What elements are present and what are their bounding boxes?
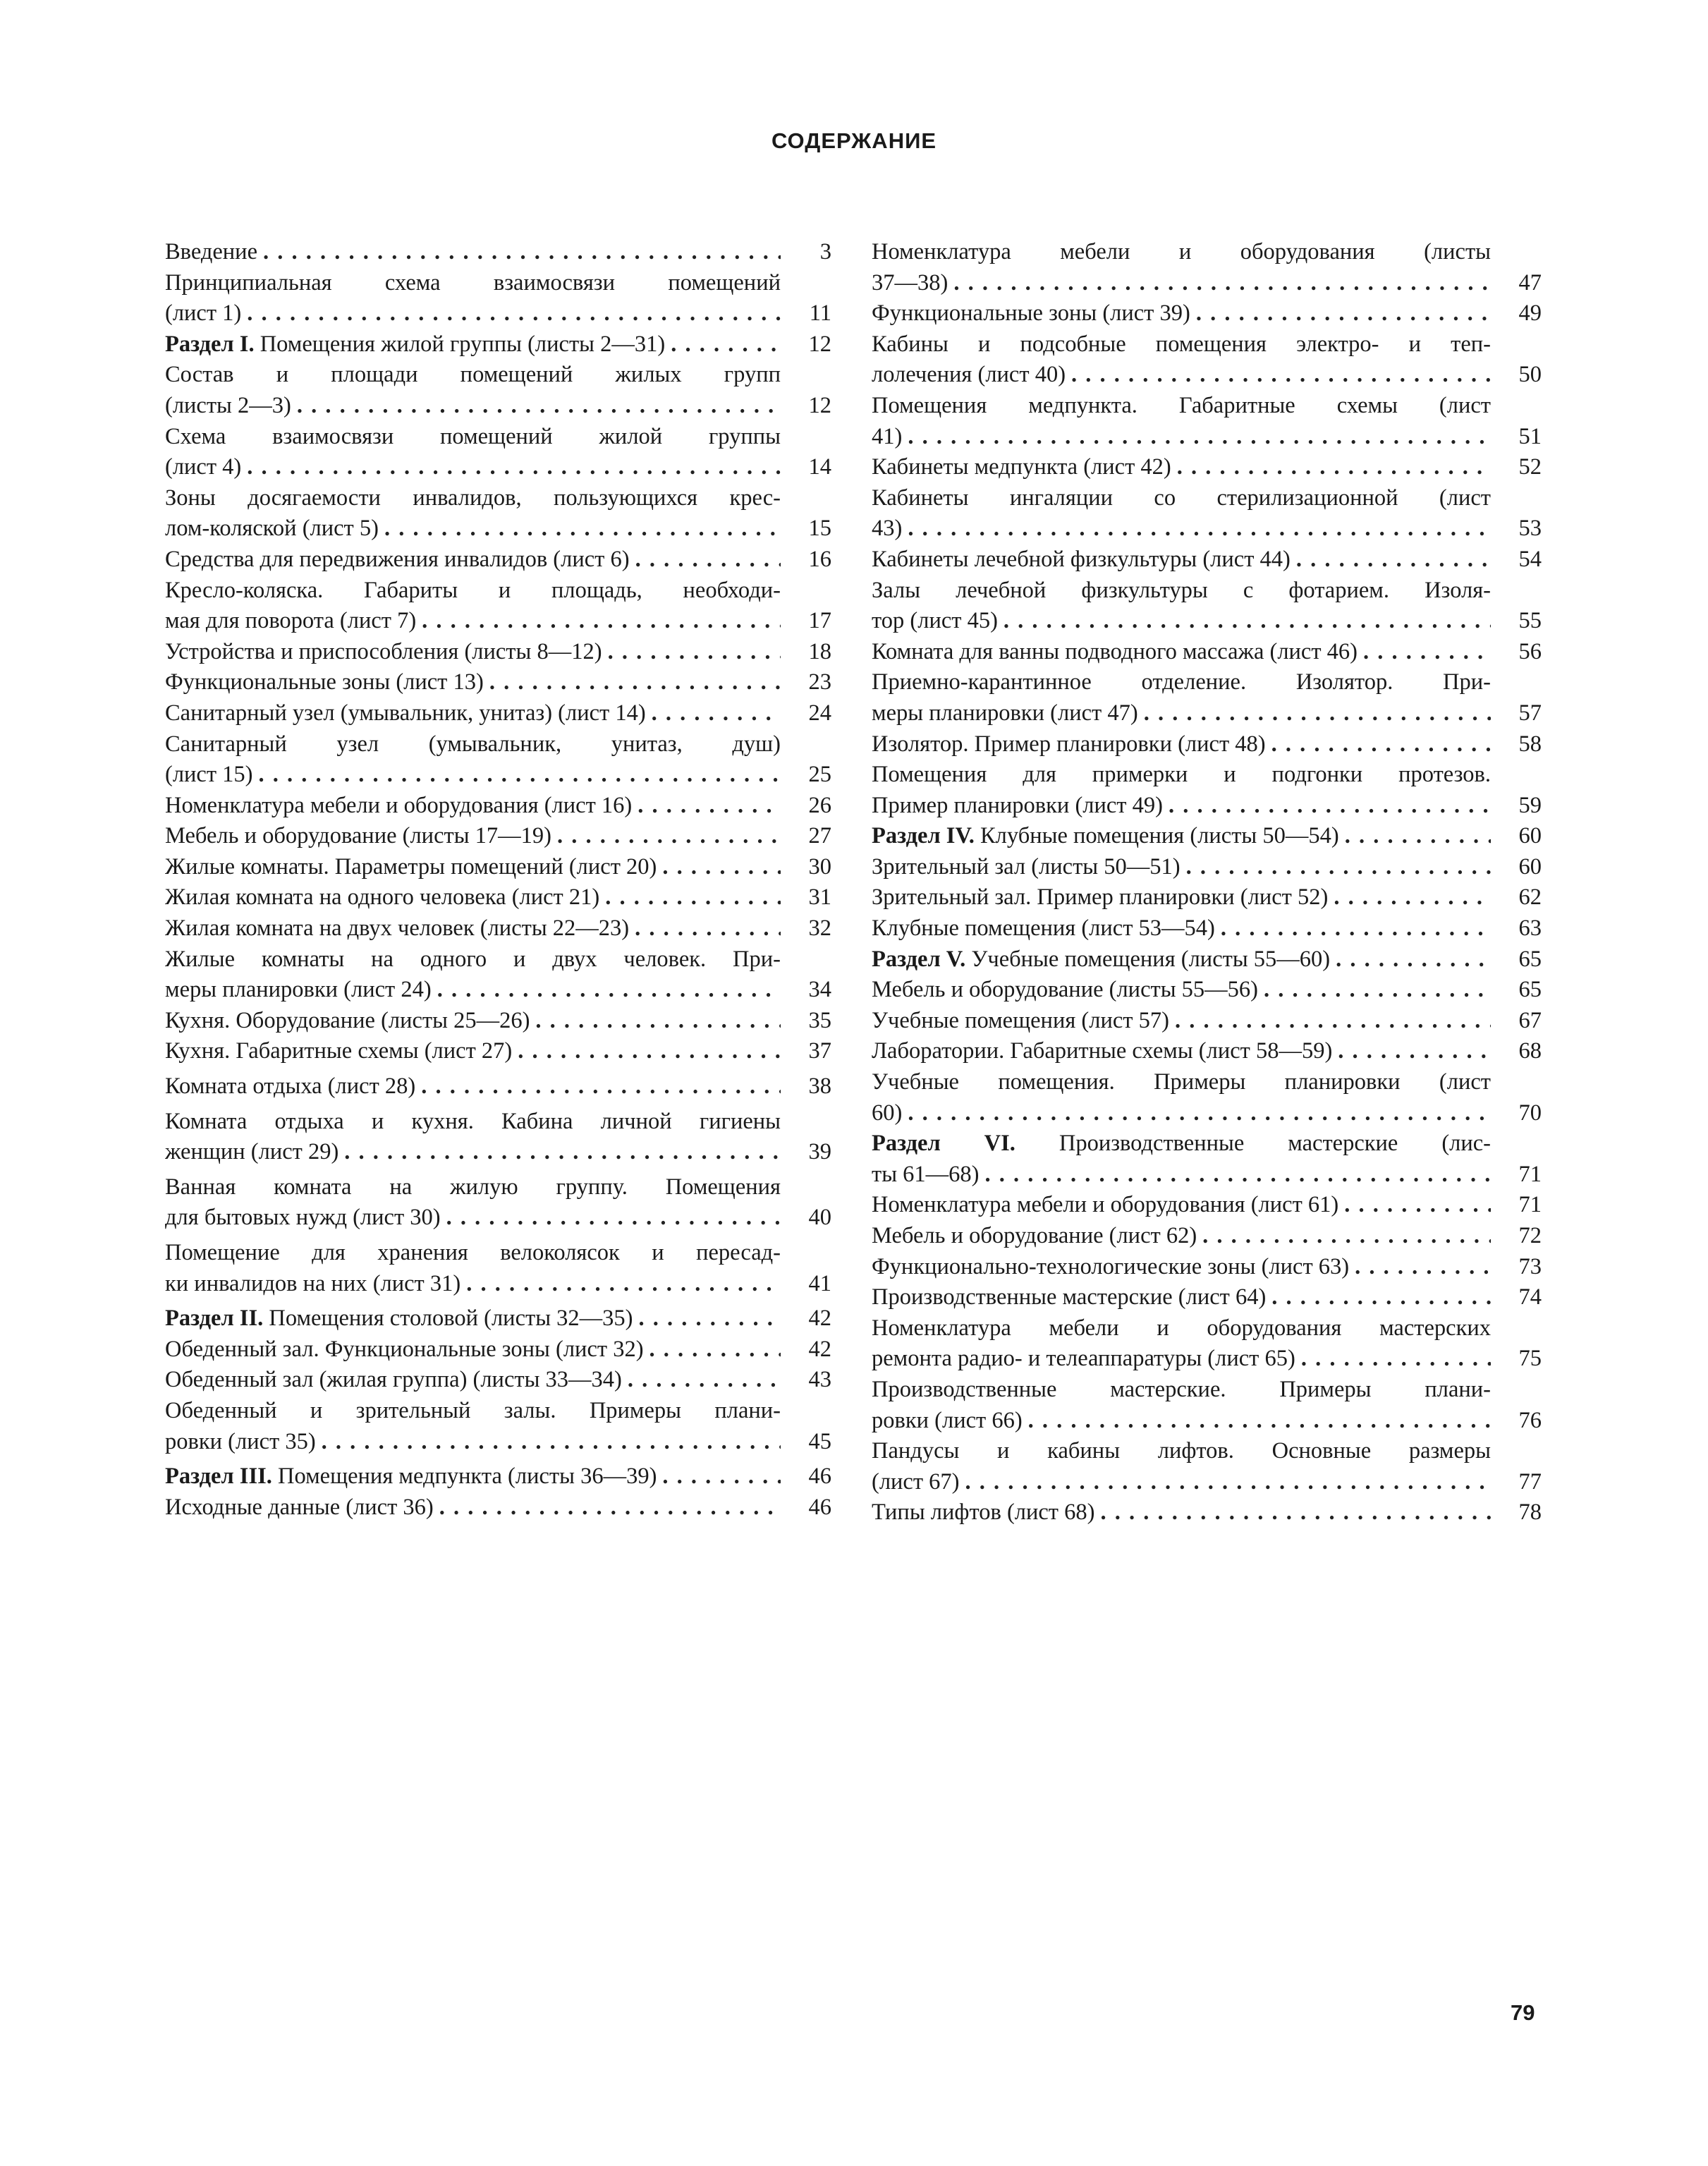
toc-entry-text: Обеденный зал. Функциональные зоны (лист 32) <box>165 1336 644 1362</box>
toc-page-number: 39 <box>808 1139 831 1165</box>
toc-page-number: 46 <box>808 1464 831 1490</box>
toc-entry-text: Зоны досягаемости инвалидов, пользующихся крес- <box>165 485 781 511</box>
toc-entry-text: Жилая комната на двух человек (листы 22—23) <box>165 915 630 942</box>
toc-page-number: 3 <box>819 239 831 264</box>
page-number: 79 <box>1511 2000 1535 2025</box>
toc-entry-text: (лист 15) <box>165 762 253 788</box>
toc-entry-text: 41) <box>872 423 903 449</box>
toc-entry <box>872 1436 1542 1497</box>
toc-page-number: 42 <box>808 1336 831 1362</box>
toc-page-number: 56 <box>1518 638 1542 664</box>
toc-page-number: 74 <box>1518 1284 1542 1310</box>
dot-leader <box>1071 360 1491 391</box>
toc-entry <box>165 852 831 883</box>
toc-entry-text: Кресло-коляска. Габариты и площадь, необходи- <box>165 577 781 603</box>
toc-page-number: 26 <box>808 792 831 818</box>
toc-entry <box>165 576 831 637</box>
toc-entry <box>872 1282 1542 1313</box>
toc-entry <box>872 1375 1542 1436</box>
toc-entry-text: лом-коляской (лист 5) <box>165 516 379 542</box>
dot-leader <box>1196 298 1491 329</box>
dot-leader <box>1004 606 1491 637</box>
dot-leader <box>1345 821 1491 852</box>
toc-page-number: 51 <box>1518 423 1542 449</box>
toc-entry-text: Жилые комнаты на одного и двух человек. При- <box>165 946 781 972</box>
dot-leader <box>422 606 781 637</box>
toc-entry-text: Номенклатура мебели и оборудования (листы <box>872 239 1491 264</box>
toc-page-number: 73 <box>1518 1253 1542 1279</box>
toc-page-number: 76 <box>1518 1407 1542 1433</box>
toc-entry-text: Принципиальная схема взаимосвязи помещений <box>165 269 781 296</box>
toc-entry-text: Залы лечебной физкультуры с фотарием. Изоля- <box>872 577 1491 603</box>
toc-entry <box>165 1036 831 1067</box>
toc-page-number: 65 <box>1518 946 1542 972</box>
toc-entry <box>165 237 831 268</box>
toc-entry-text: Зрительный зал (листы 50—51) <box>872 853 1181 880</box>
toc-entry <box>165 329 831 360</box>
toc-right-column <box>872 237 1542 1528</box>
toc-entry <box>872 760 1542 821</box>
dot-leader <box>322 1427 781 1458</box>
toc-entry-text: Клубные помещения (лист 53—54) <box>872 915 1215 942</box>
section-label: Раздел I. <box>165 331 255 357</box>
toc-entry-text: Учебные помещения. Примеры планировки (лист <box>872 1069 1491 1095</box>
dot-leader <box>1271 1282 1491 1313</box>
toc-entry-text: мая для поворота (лист 7) <box>165 608 417 634</box>
toc-entry-text: Раздел II. Помещения столовой (листы 32—35) <box>165 1306 633 1332</box>
toc-page-number: 60 <box>1518 853 1542 880</box>
toc-entry-text: Производственные мастерские (лист 64) <box>872 1284 1267 1310</box>
toc-entry <box>872 1036 1542 1067</box>
toc-entry <box>165 882 831 913</box>
toc-page-number: 31 <box>808 884 831 911</box>
section-label: Раздел V. <box>872 946 966 972</box>
toc-entry <box>165 1006 831 1037</box>
dot-leader <box>605 882 781 913</box>
toc-entry-text: Лаборатории. Габаритные схемы (лист 58—59) <box>872 1038 1333 1064</box>
toc-entry-text: Схема взаимосвязи помещений жилой группы <box>165 423 781 449</box>
toc-entry <box>872 637 1542 668</box>
toc-entry-text: Раздел V. Учебные помещения (листы 55—60) <box>872 946 1331 972</box>
toc-page-number: 32 <box>808 915 831 942</box>
dot-leader <box>1177 452 1491 483</box>
toc-page-number: 25 <box>808 762 831 788</box>
dot-leader <box>263 237 781 268</box>
toc-entry <box>165 1396 831 1457</box>
toc-entry <box>872 882 1542 913</box>
dot-leader <box>535 1006 781 1037</box>
toc-entry-text: Санитарный узел (умывальник, унитаз, душ) <box>165 731 781 757</box>
dot-leader <box>439 1492 781 1523</box>
dot-leader <box>608 637 781 668</box>
toc-entry-text: Типы лифтов (лист 68) <box>872 1499 1095 1526</box>
toc-entry-text: Мебель и оборудование (листы 17—19) <box>165 823 551 849</box>
toc-entry <box>165 1238 831 1299</box>
toc-entry-text: 37—38) <box>872 269 948 296</box>
toc-entry-text: ровки (лист 66) <box>872 1407 1023 1433</box>
toc-entry-text: Пандусы и кабины лифтов. Основные размеры <box>872 1438 1491 1464</box>
toc-entry <box>872 452 1542 483</box>
toc-entry <box>165 1303 831 1334</box>
toc-entry <box>165 483 831 544</box>
toc-entry-text: Жилые комнаты. Параметры помещений (лист 20) <box>165 853 657 880</box>
dot-leader <box>662 1461 781 1492</box>
toc-page-number: 12 <box>808 331 831 357</box>
toc-entry-text: Кабинеты медпункта (лист 42) <box>872 454 1171 480</box>
toc-entry <box>165 637 831 668</box>
toc-entry <box>872 729 1542 760</box>
toc-page-number: 16 <box>808 546 831 572</box>
dot-leader <box>1338 1036 1491 1067</box>
toc-entry <box>165 698 831 729</box>
toc-entry-text: Устройства и приспособления (листы 8—12) <box>165 638 602 664</box>
dot-leader <box>639 1303 781 1334</box>
toc-entry <box>165 1334 831 1365</box>
toc-page-number: 75 <box>1518 1346 1542 1372</box>
dot-leader <box>635 913 781 944</box>
toc-entry <box>872 483 1542 544</box>
toc-left-column <box>165 237 831 1523</box>
toc-entry-text: Ванная комната на жилую группу. Помещения <box>165 1174 781 1200</box>
toc-entry <box>165 268 831 329</box>
dot-leader <box>1202 1221 1491 1252</box>
toc-entry-text: меры планировки (лист 24) <box>165 977 432 1003</box>
toc-page-number: 58 <box>1518 731 1542 757</box>
toc-entry <box>872 544 1542 576</box>
toc-page-number: 43 <box>808 1367 831 1393</box>
toc-entry-text: Комната для ванны подводного массажа (лист 46) <box>872 638 1358 664</box>
toc-page-number: 54 <box>1518 546 1542 572</box>
dot-leader <box>437 975 781 1006</box>
toc-entry <box>165 667 831 698</box>
dot-leader <box>1100 1497 1491 1528</box>
toc-entry <box>872 1128 1542 1190</box>
toc-page-number: 71 <box>1518 1192 1542 1218</box>
toc-entry-text: Учебные помещения (лист 57) <box>872 1007 1169 1033</box>
toc-entry-text: 60) <box>872 1100 903 1126</box>
toc-entry <box>165 422 831 483</box>
toc-page-number: 12 <box>808 392 831 418</box>
toc-page-number: 62 <box>1518 884 1542 911</box>
toc-entry-text: Производственные мастерские. Примеры плани- <box>872 1376 1491 1402</box>
toc-entry-text: Функциональные зоны (лист 13) <box>165 669 484 695</box>
section-label: Раздел III. <box>165 1464 272 1490</box>
toc-entry-text: женщин (лист 29) <box>165 1139 339 1165</box>
toc-entry-text: Функционально-технологические зоны (лист 63) <box>872 1253 1350 1279</box>
dot-leader <box>1264 975 1491 1006</box>
toc-page-number: 18 <box>808 638 831 664</box>
toc-entry <box>872 1067 1542 1128</box>
dot-leader <box>344 1137 781 1168</box>
toc-page-number: 71 <box>1518 1161 1542 1187</box>
dot-leader <box>247 452 781 483</box>
toc-entry-text: Помещения для примерки и подгонки протезов. <box>872 762 1491 788</box>
toc-entry <box>872 391 1542 452</box>
toc-entry-text: Приемно-карантинное отделение. Изолятор. При- <box>872 669 1491 695</box>
dot-leader <box>489 667 781 698</box>
toc-entry <box>872 852 1542 883</box>
dot-leader <box>671 329 781 360</box>
section-label: Раздел II. <box>165 1306 264 1332</box>
toc-entry-text: (лист 67) <box>872 1468 960 1495</box>
toc-entry-text: Санитарный узел (умывальник, унитаз) (лист 14) <box>165 700 646 726</box>
dot-leader <box>518 1036 781 1067</box>
toc-page-number: 63 <box>1518 915 1542 942</box>
toc-entry <box>165 729 831 791</box>
dot-leader <box>557 821 781 852</box>
toc-entry-text: Обеденный зал (жилая группа) (листы 33—34) <box>165 1367 622 1393</box>
toc-entry-text: (лист 4) <box>165 454 242 480</box>
toc-entry-text: меры планировки (лист 47) <box>872 700 1138 726</box>
dot-leader <box>652 698 781 729</box>
toc-entry-text: лолечения (лист 40) <box>872 362 1066 388</box>
toc-entry-text: Исходные данные (лист 36) <box>165 1494 434 1520</box>
toc-entry-text: Раздел III. Помещения медпункта (листы 36—39) <box>165 1464 657 1490</box>
toc-entry <box>872 1313 1542 1375</box>
section-label: Раздел VI. <box>872 1131 1015 1157</box>
toc-entry-text: Состав и площади помещений жилых групп <box>165 362 781 388</box>
toc-page-number: 72 <box>1518 1223 1542 1248</box>
toc-entry <box>872 944 1542 975</box>
toc-entry <box>165 1071 831 1102</box>
toc-page-number: 55 <box>1518 608 1542 634</box>
toc-entry <box>165 791 831 822</box>
dot-leader <box>1355 1252 1491 1283</box>
toc-entry <box>165 1461 831 1492</box>
toc-entry-text: Введение <box>165 239 257 264</box>
toc-page-number: 78 <box>1518 1499 1542 1526</box>
toc-page-number: 53 <box>1518 516 1542 542</box>
dot-leader <box>628 1365 781 1396</box>
toc-page-number: 77 <box>1518 1468 1542 1495</box>
toc-page-number: 27 <box>808 823 831 849</box>
toc-page-number: 11 <box>809 300 831 327</box>
dot-leader <box>649 1334 781 1365</box>
dot-leader <box>1028 1406 1491 1437</box>
toc-page-number: 50 <box>1518 362 1542 388</box>
toc-entry-text: ки инвалидов на них (лист 31) <box>165 1270 461 1296</box>
dot-leader <box>1336 944 1491 975</box>
toc-entry-text: Жилая комната на одного человека (лист 21) <box>165 884 600 911</box>
toc-entry-text: Помещения медпункта. Габаритные схемы (лист <box>872 392 1491 418</box>
toc-page-number: 47 <box>1518 269 1542 296</box>
toc-entry <box>165 360 831 421</box>
dot-leader <box>1296 544 1491 576</box>
dot-leader <box>965 1467 1491 1498</box>
toc-page-number: 41 <box>808 1270 831 1296</box>
toc-entry <box>872 1221 1542 1252</box>
toc-entry-text: Раздел VI. Производственные мастерские (лис- <box>872 1131 1491 1157</box>
toc-entry <box>872 821 1542 852</box>
toc-entry <box>165 1107 831 1168</box>
toc-entry-text: Изолятор. Пример планировки (лист 48) <box>872 731 1266 757</box>
toc-entry-text: Раздел IV. Клубные помещения (листы 50—54) <box>872 823 1339 849</box>
toc-entry-text: тор (лист 45) <box>872 608 998 634</box>
dot-leader <box>1344 1190 1491 1221</box>
dot-leader <box>297 391 781 422</box>
toc-entry-text: Кабинеты лечебной физкультуры (лист 44) <box>872 546 1291 572</box>
dot-leader <box>908 1098 1491 1129</box>
dot-leader <box>247 298 781 329</box>
dot-leader <box>1221 913 1491 944</box>
toc-page-number: 67 <box>1518 1007 1542 1033</box>
toc-entry <box>165 1365 831 1396</box>
dot-leader <box>1169 791 1491 822</box>
toc-entry <box>165 1492 831 1523</box>
dot-leader <box>638 791 781 822</box>
dot-leader <box>662 852 781 883</box>
dot-leader <box>259 760 781 791</box>
toc-entry-text: для бытовых нужд (лист 30) <box>165 1205 441 1231</box>
toc-entry <box>872 329 1542 391</box>
toc-entry-text: Функциональные зоны (лист 39) <box>872 300 1190 327</box>
toc-entry-text: Кухня. Габаритные схемы (лист 27) <box>165 1038 513 1064</box>
toc-entry-text: Комната отдыха (лист 28) <box>165 1073 416 1100</box>
toc-entry-text: Номенклатура мебели и оборудования (лист 16) <box>165 792 633 818</box>
dot-leader <box>1363 637 1491 668</box>
toc-entry <box>872 975 1542 1006</box>
toc-entry-text: ровки (лист 35) <box>165 1428 316 1454</box>
toc-page-number: 57 <box>1518 700 1542 726</box>
toc-entry <box>872 576 1542 637</box>
toc-entry <box>872 1190 1542 1221</box>
toc-entry <box>165 1172 831 1234</box>
toc-page-number: 38 <box>808 1073 831 1100</box>
toc-entry <box>165 544 831 576</box>
toc-page-number: 45 <box>808 1428 831 1454</box>
toc-page-number: 37 <box>808 1038 831 1064</box>
toc-entry-text: 43) <box>872 516 903 542</box>
page-title: СОДЕРЖАНИЕ <box>771 128 937 153</box>
toc-entry-text: Мебель и оборудование (лист 62) <box>872 1223 1197 1248</box>
dot-leader <box>908 513 1491 544</box>
toc-page-number: 30 <box>808 853 831 880</box>
dot-leader <box>1334 882 1491 913</box>
toc-entry-text: Кабинеты ингаляции со стерилизационной (лист <box>872 485 1491 511</box>
toc-entry <box>872 1252 1542 1283</box>
toc-entry-text: Помещение для хранения велоколясок и пересад- <box>165 1240 781 1265</box>
toc-entry-text: Пример планировки (лист 49) <box>872 792 1163 818</box>
dot-leader <box>908 422 1491 453</box>
toc-entry-text: Комната отдыха и кухня. Кабина личной гигиены <box>165 1108 781 1134</box>
toc-page-number: 23 <box>808 669 831 695</box>
toc-entry-text: Кухня. Оборудование (листы 25—26) <box>165 1007 530 1033</box>
toc-page-number: 35 <box>808 1007 831 1033</box>
toc-page-number: 24 <box>808 700 831 726</box>
toc-page-number: 52 <box>1518 454 1542 480</box>
toc-entry-text: Зрительный зал. Пример планировки (лист 52) <box>872 884 1329 911</box>
toc-entry-text: ремонта радио- и телеаппаратуры (лист 65) <box>872 1346 1295 1372</box>
toc-page-number: 49 <box>1518 300 1542 327</box>
dot-leader <box>1301 1344 1491 1375</box>
toc-entry <box>872 667 1542 729</box>
toc-entry <box>165 821 831 852</box>
dot-leader <box>466 1269 781 1300</box>
toc-entry <box>872 1006 1542 1037</box>
toc-entry-text: Обеденный и зрительный залы. Примеры плани- <box>165 1397 781 1423</box>
dot-leader <box>1144 698 1491 729</box>
dot-leader <box>421 1071 781 1102</box>
toc-entry <box>872 1497 1542 1528</box>
dot-leader <box>953 268 1491 299</box>
toc-entry-text: Мебель и оборудование (листы 55—56) <box>872 977 1258 1003</box>
toc-page-number: 60 <box>1518 823 1542 849</box>
toc-page-number: 70 <box>1518 1100 1542 1126</box>
toc-page-number: 68 <box>1518 1038 1542 1064</box>
toc-page-number: 40 <box>808 1205 831 1231</box>
toc-entry-text: (лист 1) <box>165 300 242 327</box>
toc-entry-text: Кабины и подсобные помещения электро- и теп- <box>872 331 1491 357</box>
toc-entry-text: ты 61—68) <box>872 1161 980 1187</box>
toc-entry <box>872 298 1542 329</box>
dot-leader <box>446 1203 781 1234</box>
toc-entry <box>165 944 831 1006</box>
toc-page-number: 17 <box>808 608 831 634</box>
toc-page-number: 34 <box>808 977 831 1003</box>
toc-entry-text: Раздел I. Помещения жилой группы (листы 2—31) <box>165 331 666 357</box>
toc-page-number: 14 <box>808 454 831 480</box>
toc-entry <box>872 913 1542 944</box>
toc-page-number: 59 <box>1518 792 1542 818</box>
toc-entry-text: Средства для передвижения инвалидов (лист 6) <box>165 546 630 572</box>
dot-leader <box>635 544 781 576</box>
section-label: Раздел IV. <box>872 823 975 849</box>
toc-entry <box>872 237 1542 298</box>
dot-leader <box>1186 852 1491 883</box>
dot-leader <box>985 1160 1492 1191</box>
toc-page-number: 65 <box>1518 977 1542 1003</box>
toc-entry-text: Номенклатура мебели и оборудования (лист 61) <box>872 1192 1339 1218</box>
toc-entry-text: Номенклатура мебели и оборудования мастерских <box>872 1315 1491 1341</box>
toc-page-number: 42 <box>808 1306 831 1332</box>
dot-leader <box>1271 729 1491 760</box>
toc-entry <box>165 913 831 944</box>
toc-entry-text: (листы 2—3) <box>165 392 291 418</box>
dot-leader <box>384 513 781 544</box>
dot-leader <box>1175 1006 1491 1037</box>
toc-page-number: 46 <box>808 1494 831 1520</box>
toc-page-number: 15 <box>808 516 831 542</box>
